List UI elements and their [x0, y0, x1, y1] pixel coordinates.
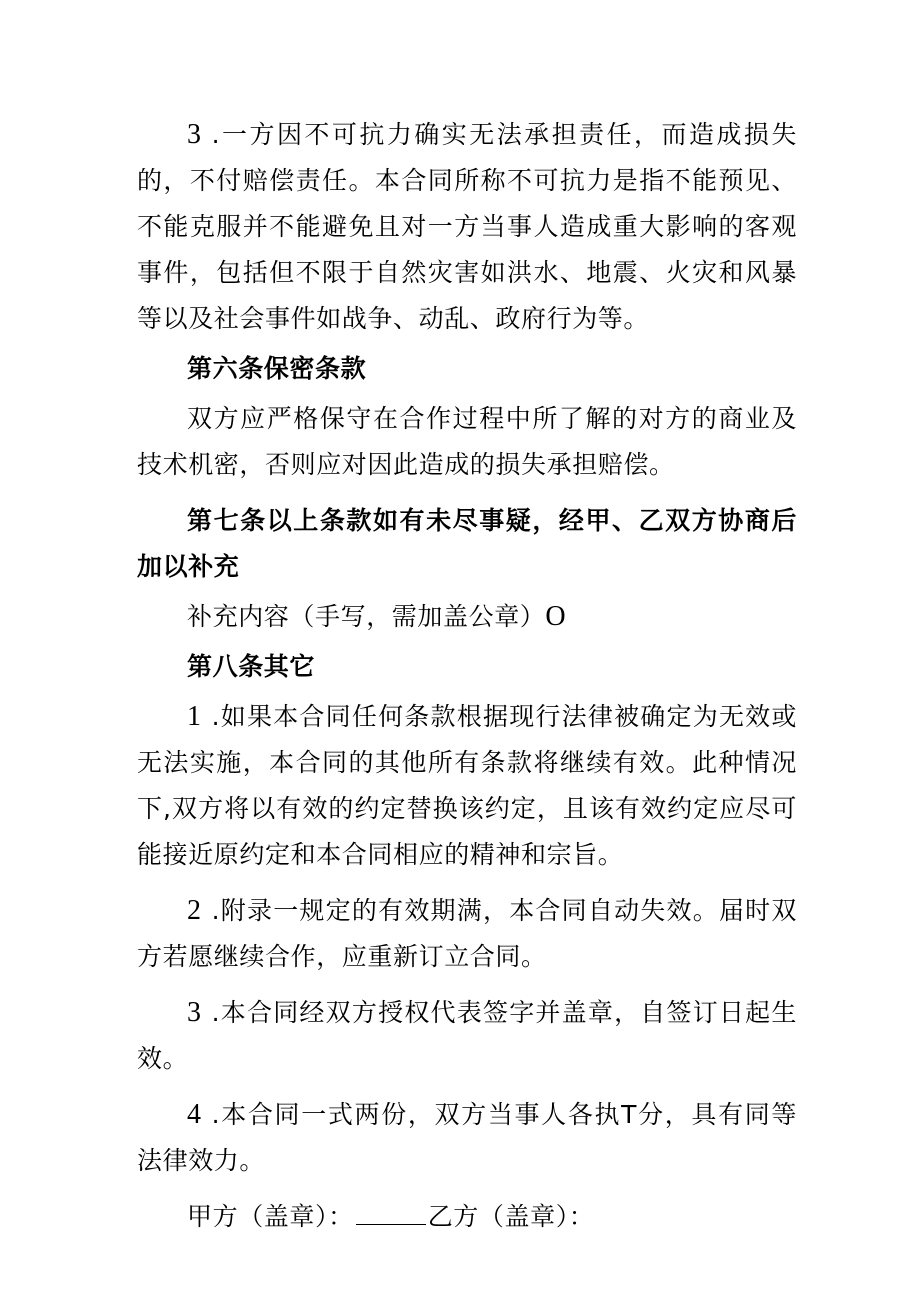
article5-clause3	[137, 112, 797, 342]
signature-line	[137, 1194, 797, 1240]
clause-text: .本合同经双方授权代表签字并盖章，自签订日起生效。	[137, 998, 797, 1073]
clause-number: 3	[187, 119, 202, 150]
clause-text: .附录一规定的有效期满，本合同自动失效。届时双方若愿继续合作，应重新订立合同。	[137, 896, 797, 971]
supplement-mark: O	[545, 601, 567, 632]
clause-number: 3	[187, 997, 202, 1028]
clause-number: 4	[187, 1099, 202, 1130]
party-a-label: 甲方（盖章）：	[187, 1202, 354, 1231]
party-a-blank	[356, 1204, 426, 1225]
article8-clause2	[137, 888, 797, 980]
article8-heading: 第八条其它	[187, 652, 316, 681]
party-b-label: 乙方（盖章）：	[427, 1202, 595, 1231]
clause-text: .一方因不可抗力确实无法承担责任，而造成损失的，不付赔偿责任。本合同所称不可抗力是指不能预见、不能克服并不能避免且对一方当事人造成重大影响的客观事件，包括但不限于自然灾害如洪水、地震、火灾和风暴等以及社会事件如战争、动乱、政府行为等。	[137, 120, 797, 333]
article7-heading: 第七条以上条款如有未尽事疑，经甲、乙双方协商后加以补充	[137, 506, 797, 581]
clause-text: .如果本合同任何条款根据现行法律被确定为无效或无法实施，本合同的其他所有条款将继续有效。此种情况下,双方将以有效的约定替换该约定，且该有效约定应尽可能接近原约定和本合同相应的精神和宗旨。	[137, 702, 797, 869]
article8-clause3	[137, 990, 797, 1082]
document-content	[137, 112, 797, 1240]
clause-number: 2	[187, 895, 202, 926]
clause-number: 1	[187, 701, 202, 732]
article6-body: 双方应严格保守在合作过程中所了解的对方的商业及技术机密，否则应对因此造成的损失承担赔偿。	[137, 404, 797, 479]
article6-heading: 第六条保密条款	[187, 354, 367, 383]
clause-text: .本合同一式两份，双方当事人各执T分，具有同等法律效力。	[137, 1100, 797, 1175]
supplement-text: 补充内容（手写，需加盖公章）	[187, 602, 546, 631]
article8-clause1	[137, 694, 797, 878]
article8-clause4	[137, 1092, 797, 1184]
article7-supplement	[137, 594, 797, 640]
